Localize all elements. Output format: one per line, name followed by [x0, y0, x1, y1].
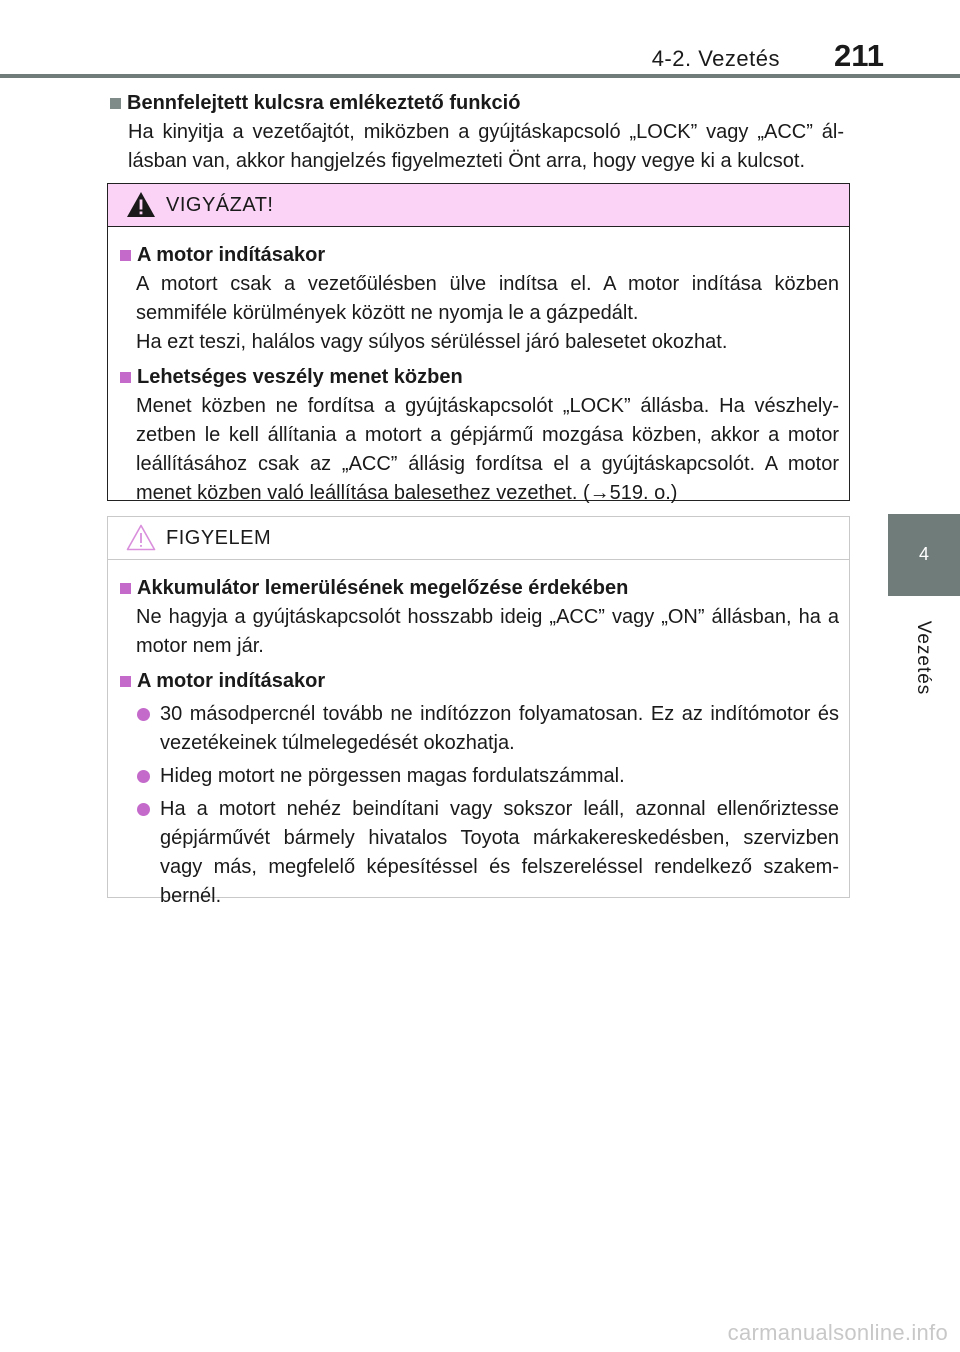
warning-block [120, 241, 839, 357]
chapter-tab [888, 514, 960, 596]
list-item-text: 30 másodpercnél tovább ne indítózzon folyamatosan. Ez az indítómotor és vezetékeinek túlmelegedését okozhatja. [160, 703, 839, 754]
notice-block-heading-text: A motor indításakor [137, 670, 326, 692]
notice-title: FIGYELEM [166, 527, 272, 549]
warning-paragraph: A motort csak a vezetőülésben ülve indítsa el. A motor indítása közben semmiféle körülmények között ne nyomja le a gázpedált. [136, 273, 839, 324]
watermark: carmanualsonline.info [727, 1320, 948, 1345]
warning-paragraph: Ha ezt teszi, halálos vagy súlyos sérüléssel járó balesetet okozhat. [136, 331, 728, 353]
list-item-text: Hideg motort ne pörgessen magas fordulatszámmal. [160, 765, 625, 787]
list-item-text: Ha a motort nehéz beindítani vagy sokszor leáll, azonnal ellenőriztesse gépjárművét bármely hivatalos Toyota márkakereskedésben, szervizben vagy más, megfelelő képesítéssel és felszereléssel rendelkező szakem-bernél. [160, 798, 839, 907]
intro-heading-text: Bennfelejtett kulcsra emlékeztető funkció [127, 92, 521, 114]
notice-block-heading [120, 574, 839, 603]
chapter-number: 4 [918, 544, 929, 564]
page-number: 211 [833, 38, 884, 73]
warning-title: VIGYÁZAT! [166, 194, 274, 216]
square-bullet-icon [120, 250, 131, 261]
square-bullet-icon [120, 676, 131, 687]
warning-paragraph: Menet közben ne fordítsa a gyújtáskapcsolót „LOCK” állásba. Ha vészhely-zetben le kell állítania a motort a gépjármű mozgása közben, akkor a motor leállításához csak az „ACC” állásig fordítsa el a gyújtáskapcsolót. A motor menet közben való leállítása balesethez vezethet. (→519. o.) [136, 395, 839, 504]
square-bullet-icon [120, 372, 131, 383]
warning-header [108, 184, 849, 227]
section-title: 4-2. Vezetés [651, 46, 780, 71]
chapter-label [908, 603, 938, 713]
list-item [120, 795, 839, 911]
list-item [120, 700, 839, 758]
list-item [120, 762, 839, 791]
notice-header [108, 517, 849, 560]
warning-block-heading [120, 363, 839, 392]
warning-block-heading [120, 241, 839, 270]
notice-block-heading [120, 667, 839, 696]
warning-block [120, 363, 839, 508]
notice-block [120, 667, 839, 911]
intro-section [110, 89, 844, 176]
warning-triangle-icon [126, 191, 156, 218]
notice-block-heading-text: Akkumulátor lemerülésének megelőzése érdekében [137, 577, 629, 599]
notice-box [107, 516, 850, 907]
notice-block [120, 574, 839, 661]
intro-heading [110, 89, 844, 118]
notice-paragraph: Ne hagyja a gyújtáskapcsolót hosszabb ideig „ACC” vagy „ON” állásban, ha a motor nem jár. [136, 606, 839, 657]
notice-body [108, 560, 849, 911]
page-header [0, 0, 960, 78]
square-bullet-icon [110, 98, 121, 109]
warning-block-heading-text: Lehetséges veszély menet közben [137, 366, 463, 388]
warning-body [108, 227, 849, 508]
header-rule [0, 74, 960, 78]
round-bullet-icon [137, 708, 150, 721]
square-bullet-icon [120, 583, 131, 594]
warning-box [107, 183, 850, 504]
round-bullet-icon [137, 770, 150, 783]
intro-text: Ha kinyitja a vezetőajtót, miközben a gyújtáskapcsoló „LOCK” vagy „ACC” ál-lásban van, akkor hangjelzés figyelmezteti Önt arra, hogy vegye ki a kulcsot. [128, 121, 844, 172]
caution-triangle-outline-icon [126, 524, 156, 551]
round-bullet-icon [137, 803, 150, 816]
warning-block-heading-text: A motor indításakor [137, 244, 326, 266]
chapter-label-text: Vezetés [913, 620, 934, 696]
